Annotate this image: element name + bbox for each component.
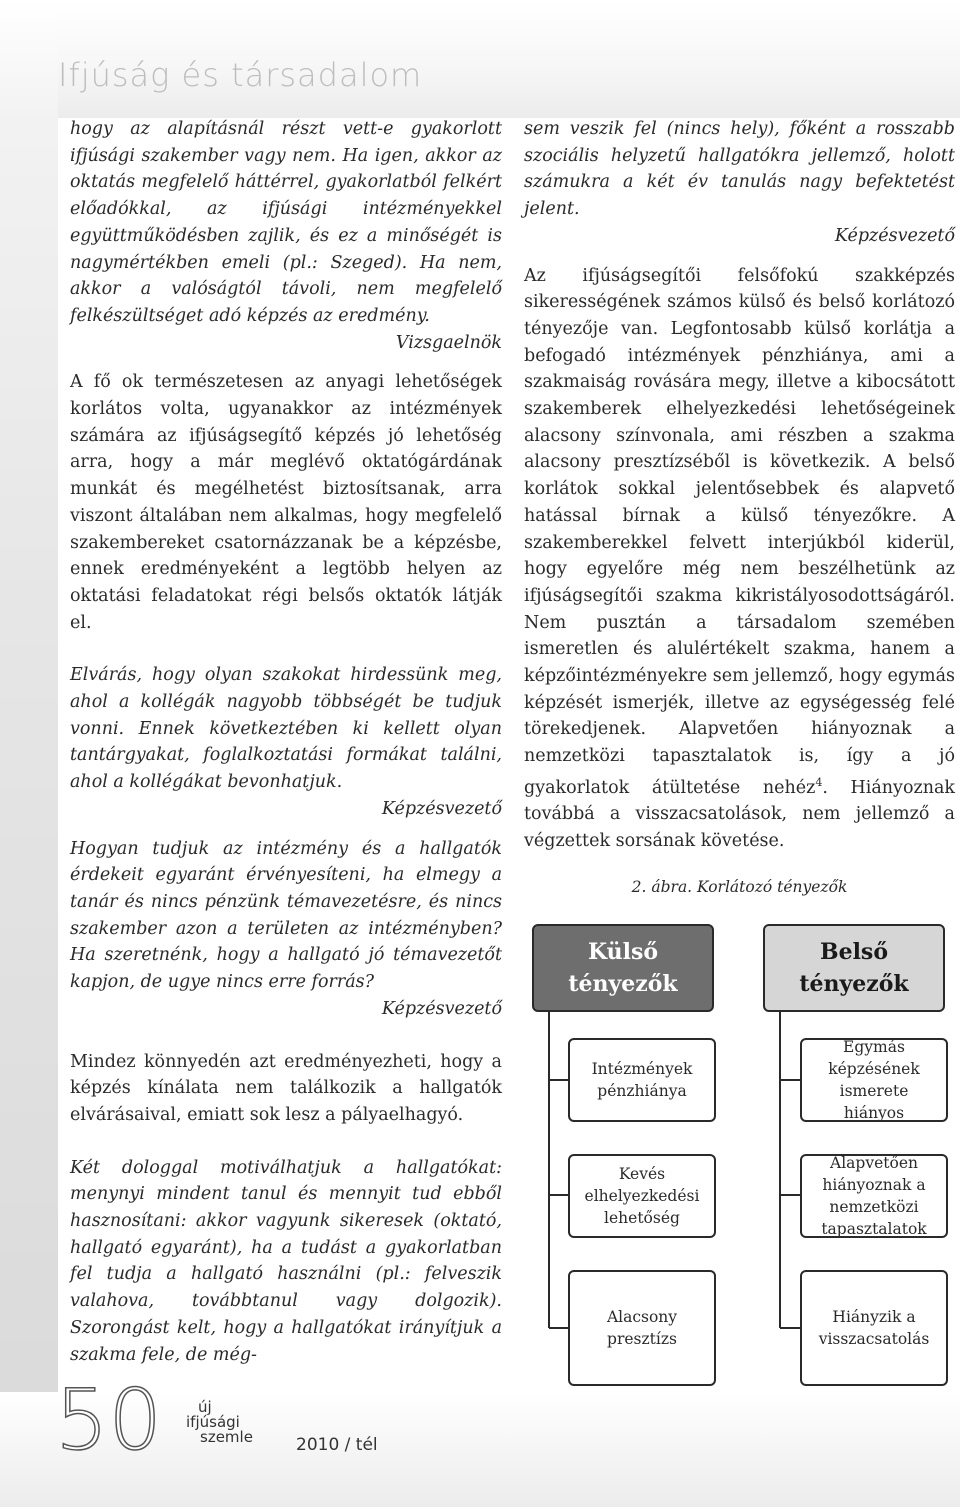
quote-attribution: Képzésvezető xyxy=(834,225,955,246)
quote-paragraph: Hogyan tudjuk az intézmény és a hallgatók érdekeit egyaránt érvényesíteni, ha elmegy a tanár és nincs pénzünk témavezetésre, és nincs szakember azon a területen az intézményben? Ha szeretnénk, hogy a hallgató jó témavezetőt kapjon, de ugye nincs erre forrás? xyxy=(70,838,502,993)
quote-attribution: Vizsgaelnök xyxy=(395,332,502,353)
external-factor-box: Alacsony presztízs xyxy=(568,1270,716,1386)
external-factor-box: Intézmények pénzhiánya xyxy=(568,1038,716,1122)
journal-logo-line: szemle xyxy=(200,1428,253,1446)
figure-caption: 2. ábra. Korlátozó tényezők xyxy=(631,878,848,896)
internal-factor-box: Hiányzik a visszacsatolás xyxy=(800,1270,948,1386)
quote-attribution: Képzésvezető xyxy=(381,998,502,1019)
running-head: Ifjúság és társadalom xyxy=(58,56,423,94)
external-factors-header: Külső tényezők xyxy=(532,924,714,1012)
external-factor-box: Kevés elhelyezkedési lehetőség xyxy=(568,1154,716,1238)
body-text: . Hiányoznak továbbá a visszacsatolások, nem jellemző a végzettek sorsának követése. xyxy=(524,777,956,852)
journal-logo xyxy=(186,1400,276,1445)
body-text: Az ifjúságsegítői felsőfokú szakképzés sikerességének számos külső és belső korlátozó tényezője van. Legfontosabb külső korlátja a befogadó intézmények pénzhiánya, ami a szakmaiság rovására megy, illetve a kibocsátott szakemberek elhelyezkedési lehetőségeinek alacsony színvonala, ami részben a szakma alacsony presztízséből is következik. A belső korlátok sokkal jelentősebbek és alapvető hatással bírnak a külső tényezőkre. A szakemberekkel felvett interjúkból kiderül, hogy egyelőre még nem beszélhetünk az ifjúságsegítői szakma kikristályosodottságáról. Nem pusztán a társadalom szemében ismeretlen és alulértékelt szakma, hanem a képzőintézményekre sem jellemző, hogy egymás képzését ismerjék, illetve az egységesség felé törekedjenek. Alapvetően hiányoznak a nemzetközi tapasztalatok is, így a jó gyakorlatok átültetése nehéz xyxy=(524,265,955,798)
right-column xyxy=(524,116,955,855)
quote-attribution: Képzésvezető xyxy=(381,798,502,819)
issue-label: 2010 / tél xyxy=(296,1435,378,1455)
quote-paragraph: Két dologgal motiválhatjuk a hallgatókat: menynyi mindent tanul és mennyit tud ebből hasznosítani: akkor vagyunk sikeresek (oktató, hallgató egyaránt), ha a tudást a gyakorlatban fel tudja a hallgató használni (pl.: felveszik valahova, továbbtanul vagy dolgozik). Szorongást kelt, hogy a hallgatókat irányítjuk a szakma fele, de még- xyxy=(70,1157,502,1365)
left-column xyxy=(70,116,502,1368)
quote-paragraph: sem veszik fel (nincs hely), főként a rosszabb szociális helyzetű hallgatókra jellemző, holott számukra a két év tanulás nagy befektetést jelent. xyxy=(524,119,955,220)
quote-paragraph: hogy az alapításnál részt vett-e gyakorlott ifjúsági szakember vagy nem. Ha igen, akkor az oktatás megfelelő háttérrel, gyakorlatból felkért előadókkal, az ifjúsági intézményekkel együttműködésben zajlik, és ez a minőségét is nagymértékben emeli (pl.: Szeged). Ha nem, akkor a valóságtól távoli, nem megfelelő felkészültséget adó képzés az eredmény. xyxy=(70,119,502,326)
internal-factor-box: Alapvetően hiányoznak a nemzetközi tapasztalatok xyxy=(800,1154,948,1238)
journal-logo-line: ifjúsági xyxy=(186,1413,240,1431)
internal-factors-header: Belső tényezők xyxy=(763,924,945,1012)
page-sidebar xyxy=(0,0,58,1507)
journal-logo-line: új xyxy=(198,1398,212,1416)
body-paragraph xyxy=(524,263,955,855)
body-paragraph: A fő ok természetesen az anyagi lehetőségek korlátos volta, ugyanakkor az intézmények számára az ifjúságsegítő képzés jó lehetőség arra, hogy a már meglévő oktatógárdának munkát és megélhetést biztosítsanak, arra viszont általában nem alkalmas, hogy megfelelő szakembereket csatornázzanak be a képzésbe, ennek eredményeként a legtöbb helyen az oktatási feladatokat régi belsős oktatók látják el. xyxy=(70,372,502,633)
footnote-marker: 4 xyxy=(815,775,823,789)
quote-paragraph: Elvárás, hogy olyan szakokat hirdessünk meg, ahol a kollégák nagyobb többségét be tudjuk vonni. Ennek következtében ki kellett olyan tantárgyakat, foglalkoztatási formákat találni, ahol a kollégákat bevonhatjuk. xyxy=(70,665,502,793)
page-number: 50 xyxy=(55,1371,162,1469)
constraints-diagram xyxy=(524,918,960,1358)
body-paragraph: Mindez könnyedén azt eredményezheti, hogy a képzés kínálata nem találkozik a hallgatók elvárásaival, emiatt sok lesz a pályaelhagyó. xyxy=(70,1051,502,1125)
internal-factor-box: Egymás képzésének ismerete hiányos xyxy=(800,1038,948,1122)
